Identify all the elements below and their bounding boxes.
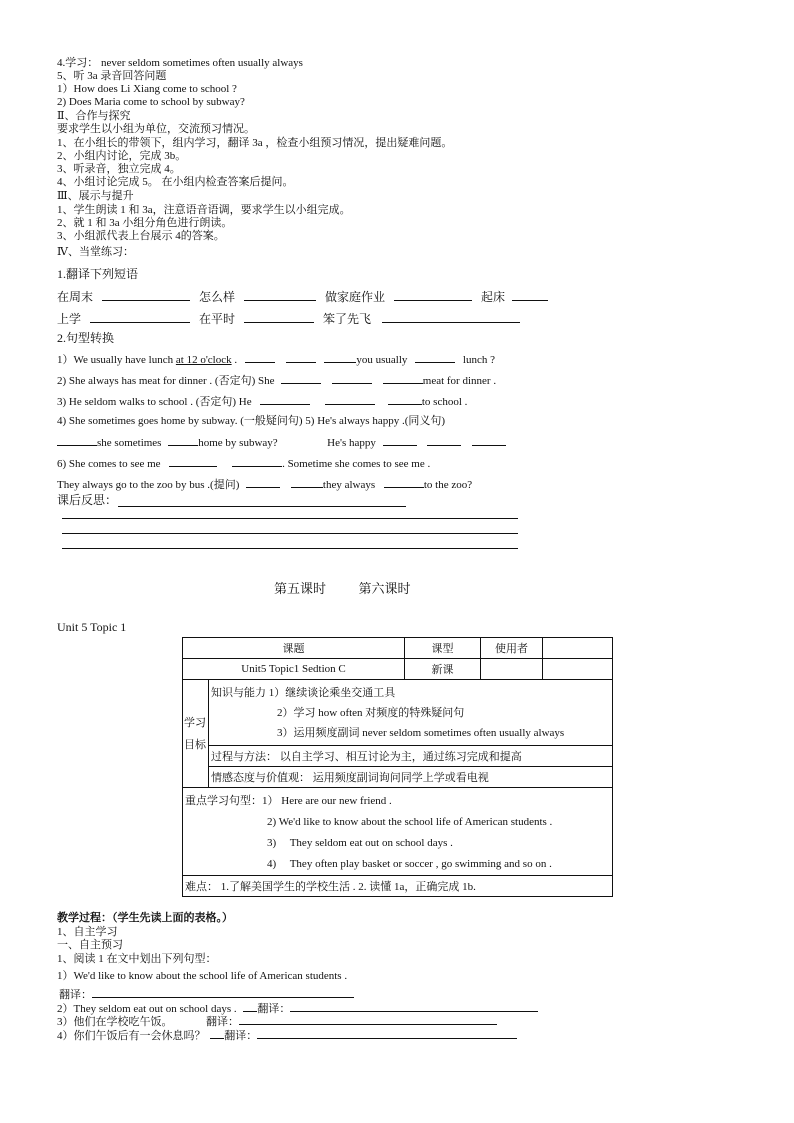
topic-value: Unit5 Topic1 Sedtion C [183,659,405,680]
q7-text: They always go to the zoo by bus .(提问) [57,479,240,491]
answer-blank[interactable] [291,477,323,488]
key-sentence-4: 4) They often play basket or soccer , go swimming and so on . [267,858,552,870]
empty-cell [481,659,543,680]
answer-blank[interactable] [92,987,354,998]
reflection-line[interactable] [118,506,406,507]
question-1: 1）How does Li Xiang come to school ? [57,83,237,95]
process-step-3: 1、阅读 1 在文中划出下列句型： [57,953,217,965]
answer-blank[interactable] [102,290,190,301]
answer-blank[interactable] [281,373,321,384]
answer-blank[interactable] [332,373,372,384]
goal-1: 知识与能力 1）继续谈论乘坐交通工具 [211,687,396,699]
process-step-2: 一、自主预习 [57,939,123,951]
q6-tail: . Sometime she comes to see me . [282,458,431,470]
answer-blank[interactable] [383,435,417,446]
transform-title: 2.句型转换 [57,331,115,345]
translate-label: 翻译： [257,1003,291,1015]
reflection-label: 课后反思： [57,493,118,507]
answer-blank[interactable] [388,394,422,405]
phrase-row-2 [57,312,528,326]
goals-label: 学习目标 [183,680,209,788]
empty-cell [543,659,613,680]
answer-blank[interactable] [232,456,282,467]
process-goal: 过程与方法： 以自主学习、相互讨论为主，通过练习完成和提高 [209,746,613,767]
answer-blank[interactable] [169,456,217,467]
section-2-item: 3、听录音，独立完成 4。 [57,163,181,175]
transform-q6 [57,456,430,471]
reflection-line[interactable] [62,548,518,549]
phrase-how: 怎么样 [199,290,236,304]
q1-mid: you usually [356,354,408,366]
answer-blank[interactable] [257,1028,517,1039]
translate-label: 翻译： [224,1030,258,1042]
translate-title: 1.翻译下列短语 [57,267,139,281]
goal-3: 3）运用频度副词 never seldom sometimes often usually always [277,727,565,739]
translate-row-1 [59,987,354,1002]
q3-text: 3) He seldom walks to school . (否定句) He [57,396,252,408]
q6-text: 6) She comes to see me [57,458,161,470]
q7-mid: they always [322,479,376,491]
answer-blank[interactable] [239,1014,497,1025]
translate-row-4 [57,1028,517,1043]
goal-2: 2）学习 how often 对频度的特殊疑问句 [277,707,465,719]
q3-tail: to school . [421,396,468,408]
type-value: 新课 [405,659,481,680]
sentence-2: 2）They seldom eat out on school days . [57,1003,237,1015]
user-cell[interactable] [543,638,613,659]
phrase-weekend: 在周末 [57,290,94,304]
transform-q4-q5: 4) She sometimes goes home by subway. (一般疑问句) 5) He's always happy .(同义句) [57,415,446,427]
section-2-intro: 要求学生以小组为单位，交流预习情况。 [57,123,255,135]
key-sentence-2: 2) We'd like to know about the school life of American students . [267,816,553,828]
answer-blank[interactable] [415,352,455,363]
phrase-usual: 在平时 [199,312,236,326]
listen-3a-line: 5、听 3a 录音回答问题 [57,70,167,82]
reflection-line[interactable] [62,518,518,519]
phrase-early: 笨了先飞 [323,312,372,326]
phrase-school: 上学 [57,312,82,326]
q4-mid: she sometimes [97,437,162,449]
process-step-1: 1、自主学习 [57,926,118,938]
translate-label: 翻译： [59,989,92,1001]
translate-row-3 [57,1014,497,1029]
attitude-goal: 情感态度与价值观： 运用频度副词询问同学上学或看电视 [209,767,613,788]
q1-tail: lunch ? [462,354,495,366]
process-title: 教学过程：（学生先读上面的表格。） [57,912,233,924]
q2-tail: meat for dinner . [422,375,497,387]
q4-tail: home by subway? [198,437,278,449]
translate-label: 翻译： [206,1016,239,1028]
header-type: 课型 [405,638,481,659]
sentence-4: 4）你们午饭后有一会休息吗？ [57,1030,206,1042]
answer-blank[interactable] [243,1001,257,1012]
answer-blank[interactable] [325,394,375,405]
answer-blank[interactable] [210,1028,224,1039]
answer-blank[interactable] [246,477,280,488]
q7-tail: to the zoo? [423,479,473,491]
transform-q3 [57,394,467,409]
answer-blank[interactable] [384,477,424,488]
knowledge-goals [209,680,613,746]
q1-end: . [231,354,238,366]
frequency-adverbs-line: 4.学习： never seldom sometimes often usually always [57,57,303,69]
answer-blank[interactable] [286,352,316,363]
key-sentences [183,788,613,876]
answer-blank[interactable] [512,290,548,301]
section-3-item: 1、学生朗读 1 和 3a，注意语音语调，要求学生以小组完成。 [57,204,351,216]
key-sentence-3: 3) They seldom eat out on school days . [267,837,453,849]
sentence-3: 3）他们在学校吃午饭。 [57,1016,173,1028]
answer-blank[interactable] [472,435,506,446]
q1-text: 1）We usually have lunch [57,354,176,366]
answer-blank[interactable] [57,435,97,446]
answer-blank[interactable] [382,312,520,323]
transform-q7 [57,477,472,492]
answer-blank[interactable] [290,1001,538,1012]
reflection-line[interactable] [62,533,518,534]
unit-label: Unit 5 Topic 1 [57,620,127,634]
answer-blank[interactable] [324,352,356,363]
section-3-item: 2、就 1 和 3a 小组分角色进行朗读。 [57,217,233,229]
q5-text: He's happy [327,437,376,449]
transform-q1 [57,352,495,367]
header-user: 使用者 [481,638,543,659]
section-2-item: 4、小组讨论完成 5。 在小组内检查答案后提问。 [57,176,294,188]
key-sentence-1: 重点学习句型：1） Here are our new friend . [185,795,392,807]
section-3-item: 3、小组派代表上台展示 4的答案。 [57,230,225,242]
sentence-1: 1）We'd like to know about the school life of American students . [57,970,348,982]
answer-blank[interactable] [244,312,314,323]
section-2-item: 1、在小组长的带领下，组内学习，翻译 3a ，检查小组预习情况，提出疑难问题。 [57,137,453,149]
lesson-info-table [182,637,613,897]
q1-underlined: at 12 o'clock [175,354,232,366]
answer-blank[interactable] [394,290,472,301]
transform-q4-answer [57,435,510,450]
answer-blank[interactable] [260,394,310,405]
answer-blank[interactable] [168,435,198,446]
phrase-getup: 起床 [481,290,506,304]
header-topic: 课题 [183,638,405,659]
difficulty: 难点： 1.了解美国学生的学校生活 . 2. 读懂 1a，正确完成 1b. [183,876,613,897]
section-2-heading: Ⅱ、合作与探究 [57,110,131,122]
phrase-row-1 [57,290,552,304]
answer-blank[interactable] [244,290,316,301]
answer-blank[interactable] [245,352,275,363]
section-3-heading: Ⅲ、展示与提升 [57,190,134,202]
q2-text: 2) She always has meat for dinner . (否定句) She [57,375,275,387]
section-2-item: 2、小组内讨论，完成 3b。 [57,150,187,162]
lesson-title: 第五课时 第六课时 [274,581,411,596]
answer-blank[interactable] [90,312,190,323]
answer-blank[interactable] [427,435,461,446]
phrase-housework: 做家庭作业 [325,290,386,304]
answer-blank[interactable] [383,373,423,384]
section-4-heading: Ⅳ、当堂练习： [57,246,134,258]
question-2: 2) Does Maria come to school by subway? [57,96,245,108]
transform-q2 [57,373,496,388]
